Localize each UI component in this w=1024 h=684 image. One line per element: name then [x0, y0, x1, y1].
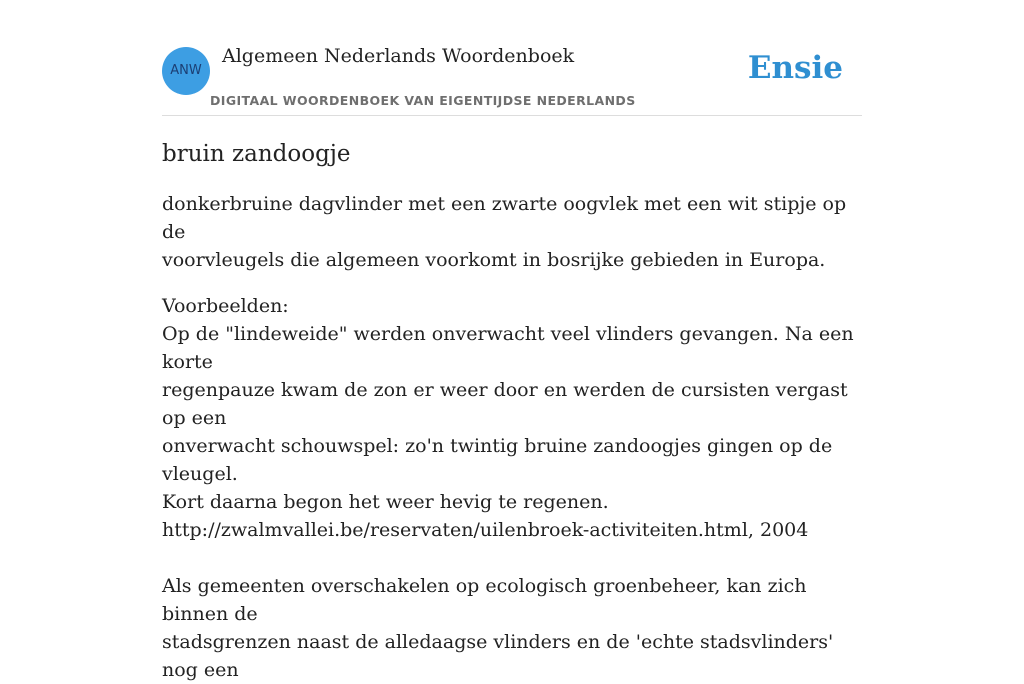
example-line: Als gemeenten overschakelen op ecologisch groenbeheer, kan zich binnen de [162, 575, 807, 625]
examples-label: Voorbeelden: [162, 295, 289, 317]
example-line: stadsgrenzen naast de alledaagse vlinders en de 'echte stadsvlinders' nog een [162, 631, 834, 681]
site-title[interactable]: Algemeen Nederlands Woordenboek [222, 45, 575, 67]
example-source: http://zwalmvallei.be/reservaten/uilenbroek-activiteiten.html, 2004 [162, 519, 809, 541]
ensie-logo[interactable]: Ensie [747, 50, 843, 86]
entry-headword: bruin zandoogje [162, 141, 351, 167]
entry-definition [162, 190, 862, 274]
header-divider [162, 115, 862, 116]
example-line: onverwacht schouwspel: zo'n twintig bruine zandoogjes gingen op de vleugel. [162, 435, 833, 485]
definition-line: donkerbruine dagvlinder met een zwarte oogvlek met een wit stipje op de [162, 193, 847, 243]
example-separator [162, 544, 862, 572]
example-line: Kort daarna begon het weer hevig te regenen. [162, 491, 609, 513]
anw-logo[interactable]: ANW [162, 47, 210, 95]
example-line: regenpauze kwam de zon er weer door en werden de cursisten vergast op een [162, 379, 848, 429]
entry-content [162, 138, 862, 684]
site-subtitle: DIGITAAL WOORDENBOEK VAN EIGENTIJDSE NEDERLANDS [210, 93, 636, 108]
example-line: Op de "lindeweide" werden onverwacht veel vlinders gevangen. Na een korte [162, 323, 854, 373]
examples-section [162, 292, 862, 684]
definition-line: voorvleugels die algemeen voorkomt in bosrijke gebieden in Europa. [162, 249, 826, 271]
